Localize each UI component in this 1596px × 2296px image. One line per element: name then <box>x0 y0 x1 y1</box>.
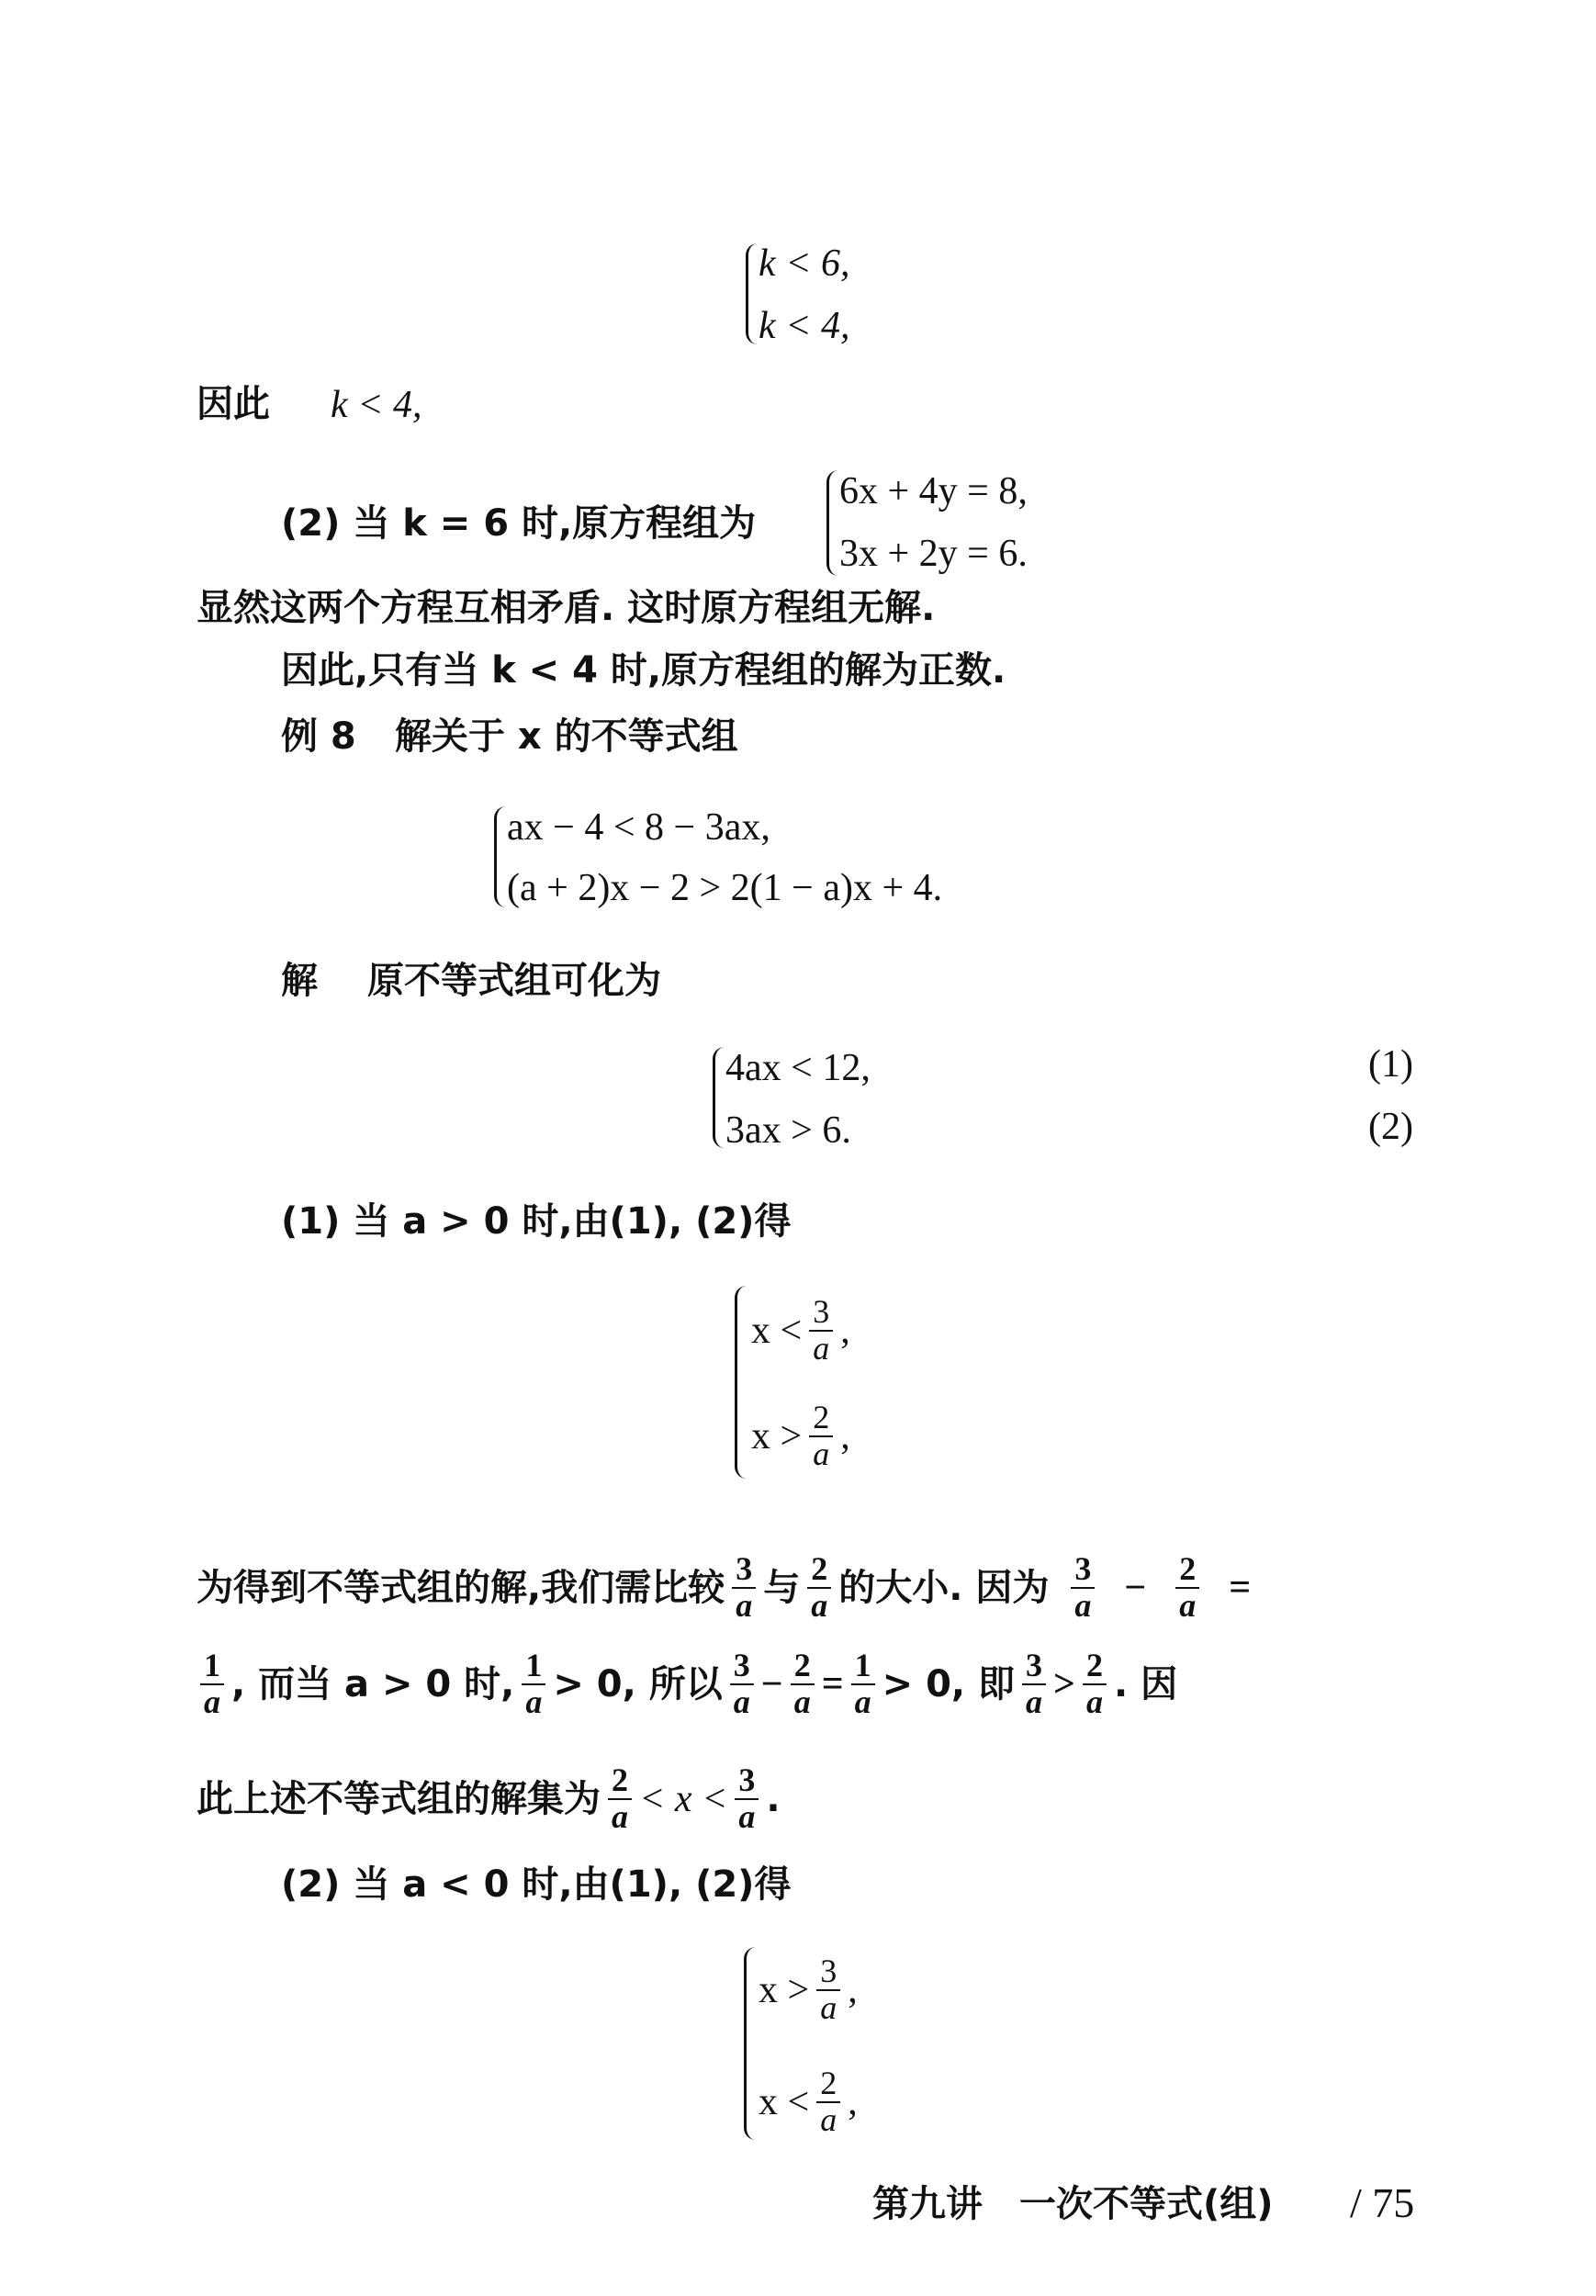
brace <box>494 806 506 907</box>
equation-tag: (1) <box>1368 1043 1413 1086</box>
fraction: $\frac{3}{a}$ <box>816 1954 840 2026</box>
text: . <box>766 1777 781 1820</box>
text: 与 <box>763 1566 801 1609</box>
inequality: 4ax < 12, <box>725 1047 871 1089</box>
inequality: (a + 2)x − 2 > 2(1 − a)x + 4. <box>507 867 943 909</box>
operator: − <box>1124 1566 1147 1609</box>
case-k6-text: (2) 当 k = 6 时,原方程组为 <box>281 502 757 545</box>
solution-label: 解 <box>281 960 318 1002</box>
fraction: $\frac{3}{a}$ <box>1071 1552 1095 1624</box>
operator: = <box>821 1662 844 1705</box>
text: , 而当 a > 0 时, <box>231 1662 515 1705</box>
paragraph: 显然这两个方程互相矛盾. 这时原方程组无解. <box>197 587 936 629</box>
text: 为得到不等式组的解,我们需比较 <box>197 1566 725 1609</box>
operator: < x < <box>639 1777 728 1820</box>
case-text: (2) 当 a < 0 时,由(1), (2)得 <box>281 1863 792 1906</box>
inequality <box>751 1295 850 1367</box>
fraction: $\frac{2}{a}$ <box>807 1552 831 1624</box>
case-text: (1) 当 a > 0 时,由(1), (2)得 <box>281 1200 792 1243</box>
fraction: $\frac{2}{a}$ <box>1175 1552 1199 1624</box>
fraction: $\frac{1}{a}$ <box>851 1649 875 1720</box>
fraction: $\frac{3}{a}$ <box>809 1295 833 1367</box>
brace <box>746 243 758 344</box>
punct: , <box>840 1414 850 1458</box>
fraction: $\frac{3}{a}$ <box>730 1649 754 1720</box>
text: 的大小. 因为 <box>838 1566 1050 1609</box>
equation-tag: (2) <box>1368 1106 1413 1148</box>
fraction: $\frac{1}{a}$ <box>200 1649 224 1720</box>
brace <box>744 1947 756 2140</box>
inequality <box>751 1401 850 1472</box>
lhs: x < <box>759 2080 810 2123</box>
lhs: x < <box>751 1309 803 1352</box>
fraction: $\frac{2}{a}$ <box>809 1401 833 1472</box>
inequality: k < 6, <box>759 242 850 285</box>
punct: , <box>840 1309 850 1352</box>
text: > 0, 即 <box>882 1662 1016 1705</box>
example-text: 解关于 x 的不等式组 <box>395 715 738 758</box>
inequality: 3ax > 6. <box>725 1109 851 1152</box>
fraction: $\frac{3}{a}$ <box>732 1552 756 1624</box>
fraction: $\frac{1}{a}$ <box>522 1649 545 1720</box>
fraction: $\frac{2}{a}$ <box>791 1649 815 1720</box>
operator: = <box>1229 1566 1252 1609</box>
operator: − <box>760 1662 783 1705</box>
fraction: $\frac{2}{a}$ <box>1083 1649 1107 1720</box>
lhs: x > <box>751 1414 803 1458</box>
operator: > <box>1053 1662 1075 1705</box>
text: . 因 <box>1113 1662 1178 1705</box>
inequality <box>759 2066 858 2138</box>
equation: 3x + 2y = 6. <box>839 533 1028 575</box>
example-label: 例 8 <box>281 715 356 758</box>
inequality: k < 4, <box>759 305 850 347</box>
fraction: $\frac{2}{a}$ <box>608 1763 632 1835</box>
brace <box>713 1047 725 1148</box>
equation: 6x + 4y = 8, <box>839 470 1028 512</box>
text: 此上述不等式组的解集为 <box>197 1777 601 1820</box>
brace <box>826 470 838 576</box>
paragraph: 因此,只有当 k < 4 时,原方程组的解为正数. <box>281 649 1006 692</box>
inequality: ax − 4 < 8 − 3ax, <box>507 806 770 849</box>
text: > 0, 所以 <box>553 1662 723 1705</box>
punct: , <box>848 2080 858 2123</box>
solution-text: 原不等式组可化为 <box>367 960 661 1002</box>
fraction: $\frac{3}{a}$ <box>1022 1649 1046 1720</box>
page-number: / 75 <box>1350 2179 1415 2226</box>
inequality <box>759 1954 858 2026</box>
punct: , <box>848 1968 858 2011</box>
paragraph-line <box>197 1649 1177 1720</box>
result: k < 4, <box>331 384 422 426</box>
fraction: $\frac{2}{a}$ <box>816 2066 840 2138</box>
paragraph-line <box>197 1552 1251 1624</box>
lhs: x > <box>759 1968 810 2011</box>
therefore-label: 因此 <box>197 383 270 425</box>
brace <box>735 1286 747 1479</box>
footer-chapter: 第九讲 一次不等式(组) <box>872 2183 1274 2225</box>
fraction: $\frac{3}{a}$ <box>735 1763 759 1835</box>
paragraph-line <box>197 1763 781 1835</box>
